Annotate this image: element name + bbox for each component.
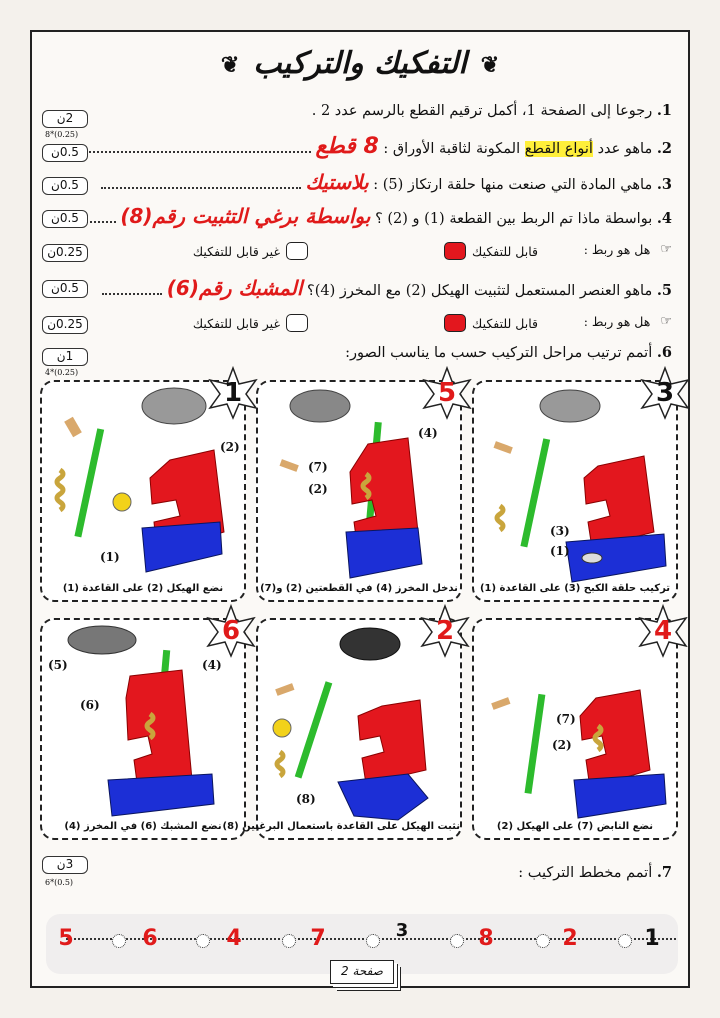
- question-2: 2. ماهو عدد أنواع القطع المكونة لثاقبة الأوراق : 8 قطع: [61, 134, 672, 159]
- sequence-step: 6: [142, 926, 158, 951]
- star-badge: 2: [418, 604, 472, 658]
- option-permanent-q5[interactable]: غير قابل للتفكيك: [193, 314, 308, 332]
- answer-q4: بواسطة برغي التثبيت رقم(8): [120, 204, 371, 228]
- question-7: 7. أتمم مخطط التركيب :: [518, 864, 672, 881]
- submark-q1: 8*(0.25): [45, 130, 79, 139]
- checkbox-checked[interactable]: [444, 242, 466, 260]
- sequence-step: 3: [395, 920, 409, 941]
- question-3: 3. ماهي المادة التي صنعت منها حلقة ارتكاز (5) : بلاستيك: [101, 170, 672, 194]
- answer-line: [86, 213, 116, 223]
- question-5b: ☞ هل هو ربط :: [583, 314, 672, 329]
- sequence-step: 1: [644, 926, 660, 951]
- mark-q1: 2ن: [42, 110, 88, 128]
- mark-q5: 0.5ن: [42, 280, 88, 298]
- step-caption: نضع النابض (7) على الهيكل (2): [496, 821, 654, 832]
- step-caption: ندخل المخرز (4) في القطعتين (2) و(7): [260, 583, 458, 594]
- sequence-step: 4: [226, 926, 242, 951]
- option-removable-q5[interactable]: قابل للتفكيك: [444, 314, 538, 332]
- answer-line: [61, 143, 311, 153]
- option-permanent-q4[interactable]: غير قابل للتفكيك: [193, 242, 308, 260]
- step-panel-1: (2) (1) نضع الهيكل (2) على القاعدة (1): [40, 380, 246, 602]
- mark-q2: 0.5ن: [42, 144, 88, 162]
- star-badge: 6: [204, 604, 258, 658]
- mark-q5b: 0.25ن: [42, 316, 88, 334]
- step-panel-5: (4) (7) (2) ندخل المخرز (4) في القطعتين (2) و(7): [256, 380, 462, 602]
- star-badge: 3: [638, 366, 692, 420]
- question-6: 6. أتمم ترتيب مراحل التركيب حسب ما يناسب الصور:: [345, 344, 672, 361]
- checkbox-checked[interactable]: [444, 314, 466, 332]
- step-panel-3: (3) (1) تركيب حلقة الكبح (3) على القاعدة (1): [472, 380, 678, 602]
- checkbox-unchecked[interactable]: [286, 314, 308, 332]
- submark-q7: 6*(0.5): [45, 878, 74, 887]
- sequence-step: 5: [58, 926, 74, 951]
- step-caption: تركيب حلقة الكبح (3) على القاعدة (1): [479, 583, 671, 594]
- option-removable-q4[interactable]: قابل للتفكيك: [444, 242, 538, 260]
- answer-q2: 8 قطع: [315, 134, 379, 159]
- pointing-hand-icon: ☞: [660, 242, 672, 257]
- mark-q4b: 0.25ن: [42, 244, 88, 262]
- answer-q3: بلاستيك: [305, 170, 369, 194]
- sequence-step: 8: [478, 926, 494, 951]
- question-4: 4. بواسطة ماذا تم الربط بين القطعة (1) و (2) ؟ بواسطة برغي التثبيت رقم(8): [86, 204, 672, 228]
- worksheet-frame: [30, 30, 690, 988]
- mark-q4: 0.5ن: [42, 210, 88, 228]
- step-panel-4: (7) (2) نضع النابض (7) على الهيكل (2): [472, 618, 678, 840]
- pointing-hand-icon: ☞: [660, 314, 672, 329]
- ornament-icon: ❦: [480, 52, 500, 78]
- highlighted-text: أنواع القطع: [524, 141, 593, 157]
- sequence-step: 7: [310, 926, 326, 951]
- step-panel-6: (5) (4) (6) نضع المشبك (6) في المخرز (4): [40, 618, 246, 840]
- mark-q3: 0.5ن: [42, 177, 88, 195]
- step-caption: نثبت الهيكل على القاعدة باستعمال البرغيين (8): [222, 821, 460, 832]
- star-badge: 1: [206, 366, 260, 420]
- star-badge: 4: [636, 604, 690, 658]
- page-title: ❦ التفكيك والتركيب ❦: [220, 46, 500, 81]
- mark-q6: 1ن: [42, 348, 88, 366]
- star-badge: 5: [420, 366, 474, 420]
- answer-line: [102, 285, 162, 295]
- answer-q5: المشبك رقم(6): [166, 276, 303, 300]
- checkbox-unchecked[interactable]: [286, 242, 308, 260]
- sequence-step: 2: [562, 926, 578, 951]
- step-caption: نضع الهيكل (2) على القاعدة (1): [62, 583, 224, 594]
- step-panel-2: (8) نثبت الهيكل على القاعدة باستعمال البرغيين (8): [256, 618, 462, 840]
- page-number: صفحة 2: [330, 960, 394, 984]
- question-1: 1. رجوعا إلى الصفحة 1، أكمل ترقيم القطع بالرسم عدد 2 .: [311, 102, 672, 119]
- ornament-icon: ❦: [220, 52, 240, 78]
- question-5: 5. ماهو العنصر المستعمل لتثبيت الهيكل (2) مع المخرز (4)؟ المشبك رقم(6): [102, 276, 672, 300]
- step-caption: نضع المشبك (6) في المخرز (4): [64, 821, 222, 832]
- question-4b: ☞ هل هو ربط :: [583, 242, 672, 257]
- submark-q6: 4*(0.25): [45, 368, 79, 377]
- answer-line: [101, 179, 301, 189]
- mark-q7: 3ن: [42, 856, 88, 874]
